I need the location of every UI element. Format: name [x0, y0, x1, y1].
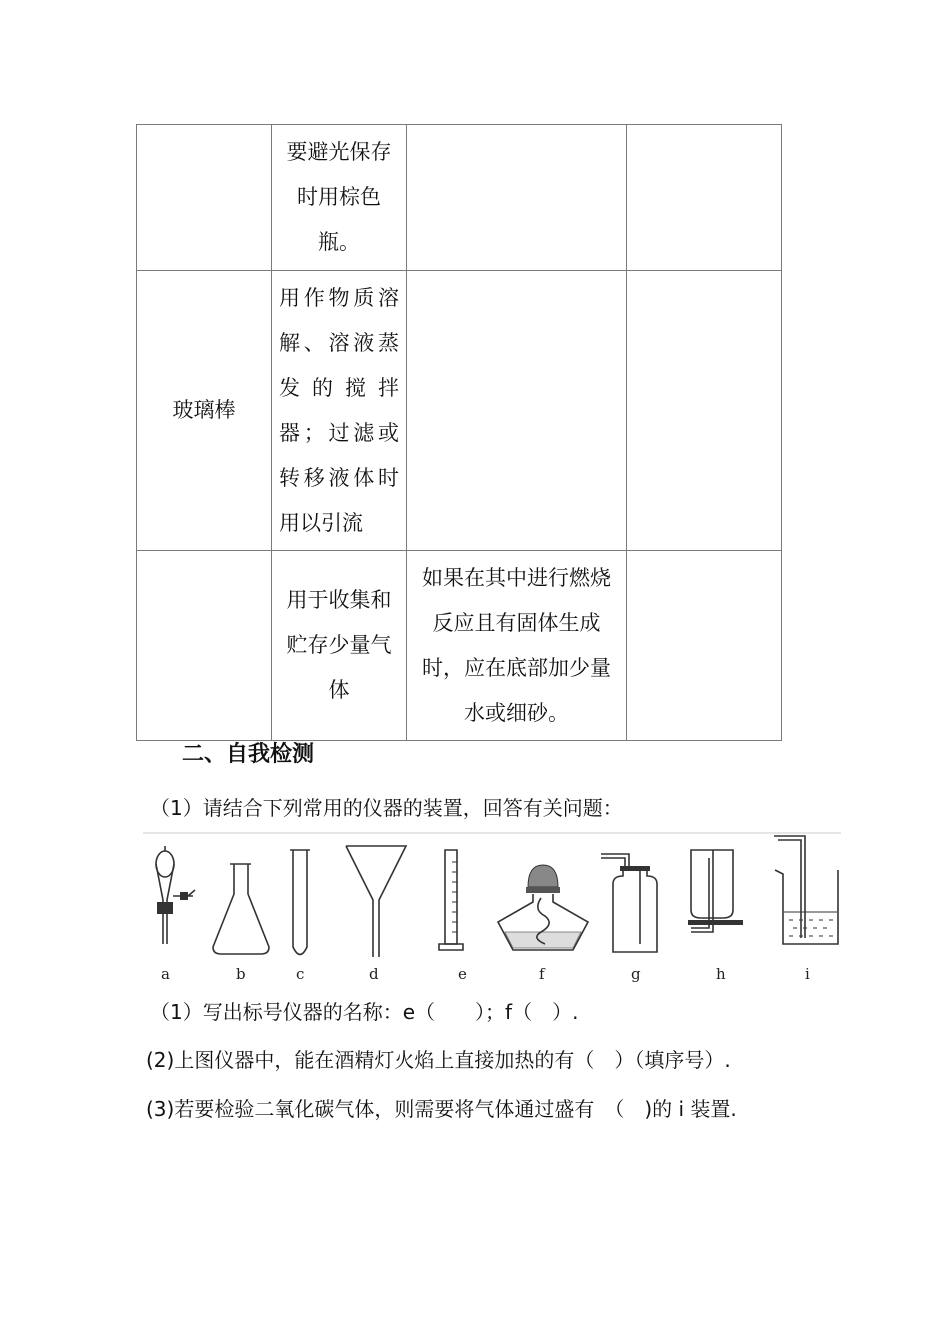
gas-washing-bottle-icon: [601, 854, 657, 952]
table-row: [137, 551, 782, 741]
extra-cell: [627, 551, 782, 741]
question-3: (3)若要检验二氧化碳气体，则需要将气体通过盛有 （ )的 i 装置.: [146, 1097, 737, 1121]
beaker-with-tube-icon: [774, 836, 838, 944]
test-tube-icon: [290, 850, 310, 955]
usage-line: 转移液体时: [279, 465, 399, 490]
label-c: c: [296, 965, 305, 983]
note-line: 如果在其中进行燃烧: [422, 565, 611, 590]
note-cell: [407, 551, 627, 741]
apparatus-figure: [143, 832, 841, 992]
usage-line: 用以引流: [279, 510, 363, 535]
table-row: [137, 125, 782, 271]
label-h: h: [716, 965, 726, 983]
instrument-name: 玻璃棒: [172, 398, 236, 422]
label-a: a: [161, 965, 170, 983]
funnel-icon: [346, 846, 406, 957]
usage-cell: [272, 271, 407, 551]
question-1: （1）写出标号仪器的名称：e（ ）；f（ ）.: [150, 1000, 579, 1024]
alcohol-lamp-icon: [498, 865, 588, 950]
extra-cell: [627, 125, 782, 271]
note-line: 水或细砂。: [464, 700, 569, 725]
usage-line: 解、溶液蒸: [279, 330, 399, 355]
extra-cell: [627, 271, 782, 551]
usage-line: 要避光保存: [286, 140, 392, 164]
separatory-funnel-icon: [156, 846, 195, 944]
usage-line: 发 的 搅 拌: [279, 375, 399, 400]
note-line: 反应且有固体生成: [432, 610, 601, 635]
graduated-cylinder-icon: [439, 850, 463, 950]
note-cell: [407, 271, 627, 551]
label-i: i: [805, 965, 810, 983]
instrument-table: [136, 124, 782, 741]
section-title: 二、自我检测: [182, 742, 315, 767]
table-row: [137, 271, 782, 551]
usage-line: 用于收集和: [286, 588, 392, 612]
usage-cell: [272, 551, 407, 741]
usage-cell: [272, 125, 407, 271]
usage-line: 器；过滤或: [279, 420, 399, 445]
question-2: (2)上图仪器中，能在酒精灯火焰上直接加热的有（ ）（填序号）.: [146, 1048, 731, 1072]
conical-flask-icon: [213, 864, 269, 954]
usage-line: 贮存少量气: [286, 633, 392, 657]
usage-line: 时用棕色: [297, 185, 381, 209]
label-d: d: [369, 965, 379, 983]
instrument-name-cell: [137, 271, 272, 551]
usage-line: 体: [328, 678, 350, 702]
label-f: f: [539, 965, 545, 983]
apparatus-svg: [143, 832, 841, 992]
usage-line: 瓶。: [318, 230, 360, 254]
instrument-name-cell: [137, 125, 272, 271]
note-line: 时，应在底部加少量: [422, 655, 611, 680]
gas-collecting-bottle-icon: [688, 850, 743, 932]
note-cell: [407, 125, 627, 271]
usage-line: 用作物质溶: [279, 285, 399, 310]
label-g: g: [631, 965, 641, 983]
instrument-name-cell: [137, 551, 272, 741]
label-b: b: [236, 965, 246, 983]
question-intro: （1）请结合下列常用的仪器的装置，回答有关问题：: [150, 796, 623, 820]
label-e: e: [458, 965, 467, 983]
